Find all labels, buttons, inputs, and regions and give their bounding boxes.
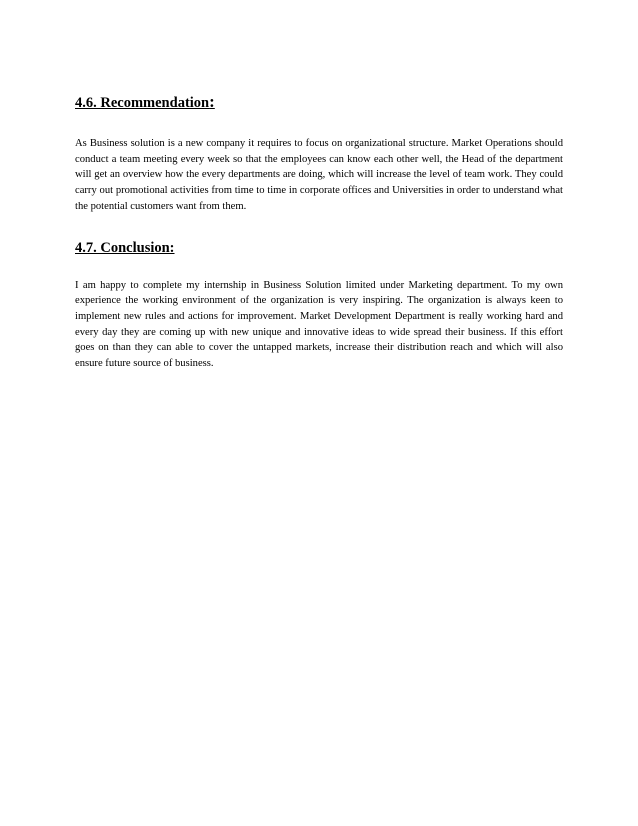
recommendation-paragraph: As Business solution is a new company it requires to focus on organizational structure. Market Operations should conduct a team meeting every week so that the employees can know each other well, the Head of the department will get an overview how the every departments are doing, which will increase the level of team work. They could carry out promotional activities from time to time in corporate offices and Universities in order to understand what the potential customers want from them. (75, 138, 563, 212)
section-heading-recommendation-colon: : (209, 92, 215, 111)
section-heading-recommendation-text: 4.6. Recommendation (75, 95, 210, 111)
section-heading-conclusion: 4.7. Conclusion: (75, 239, 175, 256)
section-heading-recommendation (75, 92, 563, 113)
page-content (75, 92, 563, 372)
conclusion-paragraph: I am happy to complete my internship in Business Solution limited under Marketing department. To my own experience the working environment of the organization is very inspiring. The organization is always keen to implement new rules and actions for improvement. Market Development Department is really working hard and every day they are coming up with new unique and innovative ideas to wide spread their business. If this effort goes on than they can able to cover the untapped markets, increase their distribution reach and which will also ensure future source of business. (75, 279, 563, 370)
